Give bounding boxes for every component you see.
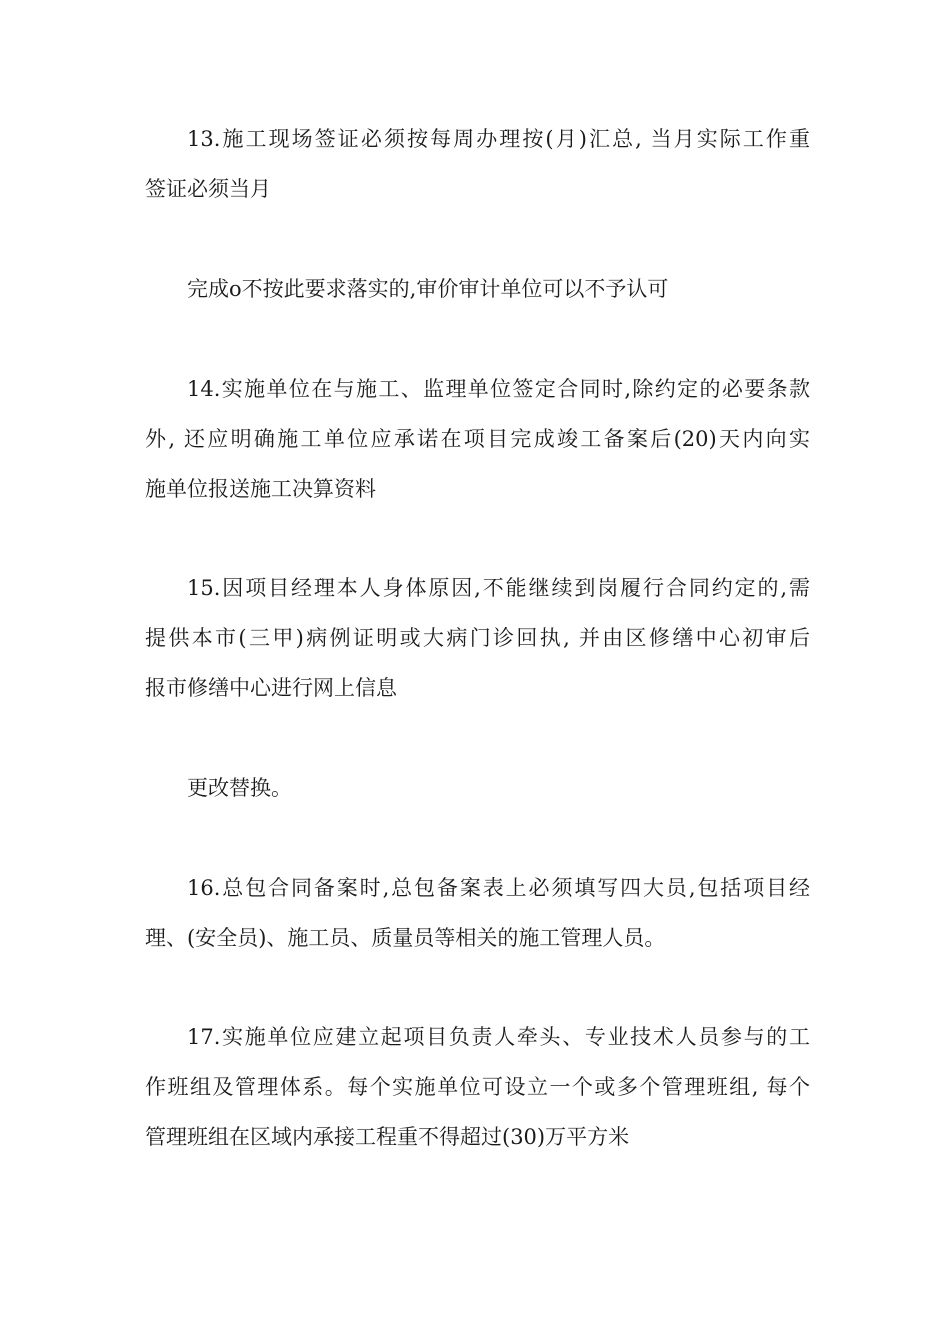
- item-13-continuation: 完成o不按此要求落实的,审价审计单位可以不予认可: [187, 277, 669, 301]
- item-15-line-3: 报市修缮中心进行网上信息: [145, 676, 397, 700]
- item-15-line-1: 15.因项目经理本人身体原因,不能继续到岗履行合同约定的,需: [187, 576, 810, 600]
- item-13-line-1: 13.施工现场签证必须按每周办理按(月)汇总, 当月实际工作重: [187, 127, 810, 151]
- item-16-line-2: 理、(安全员)、施工员、质量员等相关的施工管理人员。: [145, 926, 666, 950]
- item-17-line-2: 作班组及管理体系。每个实施单位可设立一个或多个管理班组, 每个: [145, 1075, 810, 1099]
- item-14-line-1: 14.实施单位在与施工、监理单位签定合同时,除约定的必要条款: [187, 377, 810, 401]
- item-14-line-2: 外, 还应明确施工单位应承诺在项目完成竣工备案后(20)天内向实: [145, 427, 810, 451]
- item-17-line-3: 管理班组在区域内承接工程重不得超过(30)万平方米: [145, 1125, 630, 1149]
- item-17-line-1: 17.实施单位应建立起项目负责人牵头、专业技术人员参与的工: [187, 1025, 810, 1049]
- item-16-line-1: 16.总包合同备案时,总包备案表上必须填写四大员,包括项目经: [187, 876, 810, 900]
- item-15-continuation: 更改替换。: [187, 776, 292, 800]
- item-13-line-2: 签证必须当月: [145, 177, 271, 201]
- item-14-line-3: 施单位报送施工决算资料: [145, 477, 376, 501]
- item-15-line-2: 提供本市(三甲)病例证明或大病门诊回执, 并由区修缮中心初审后: [145, 626, 810, 650]
